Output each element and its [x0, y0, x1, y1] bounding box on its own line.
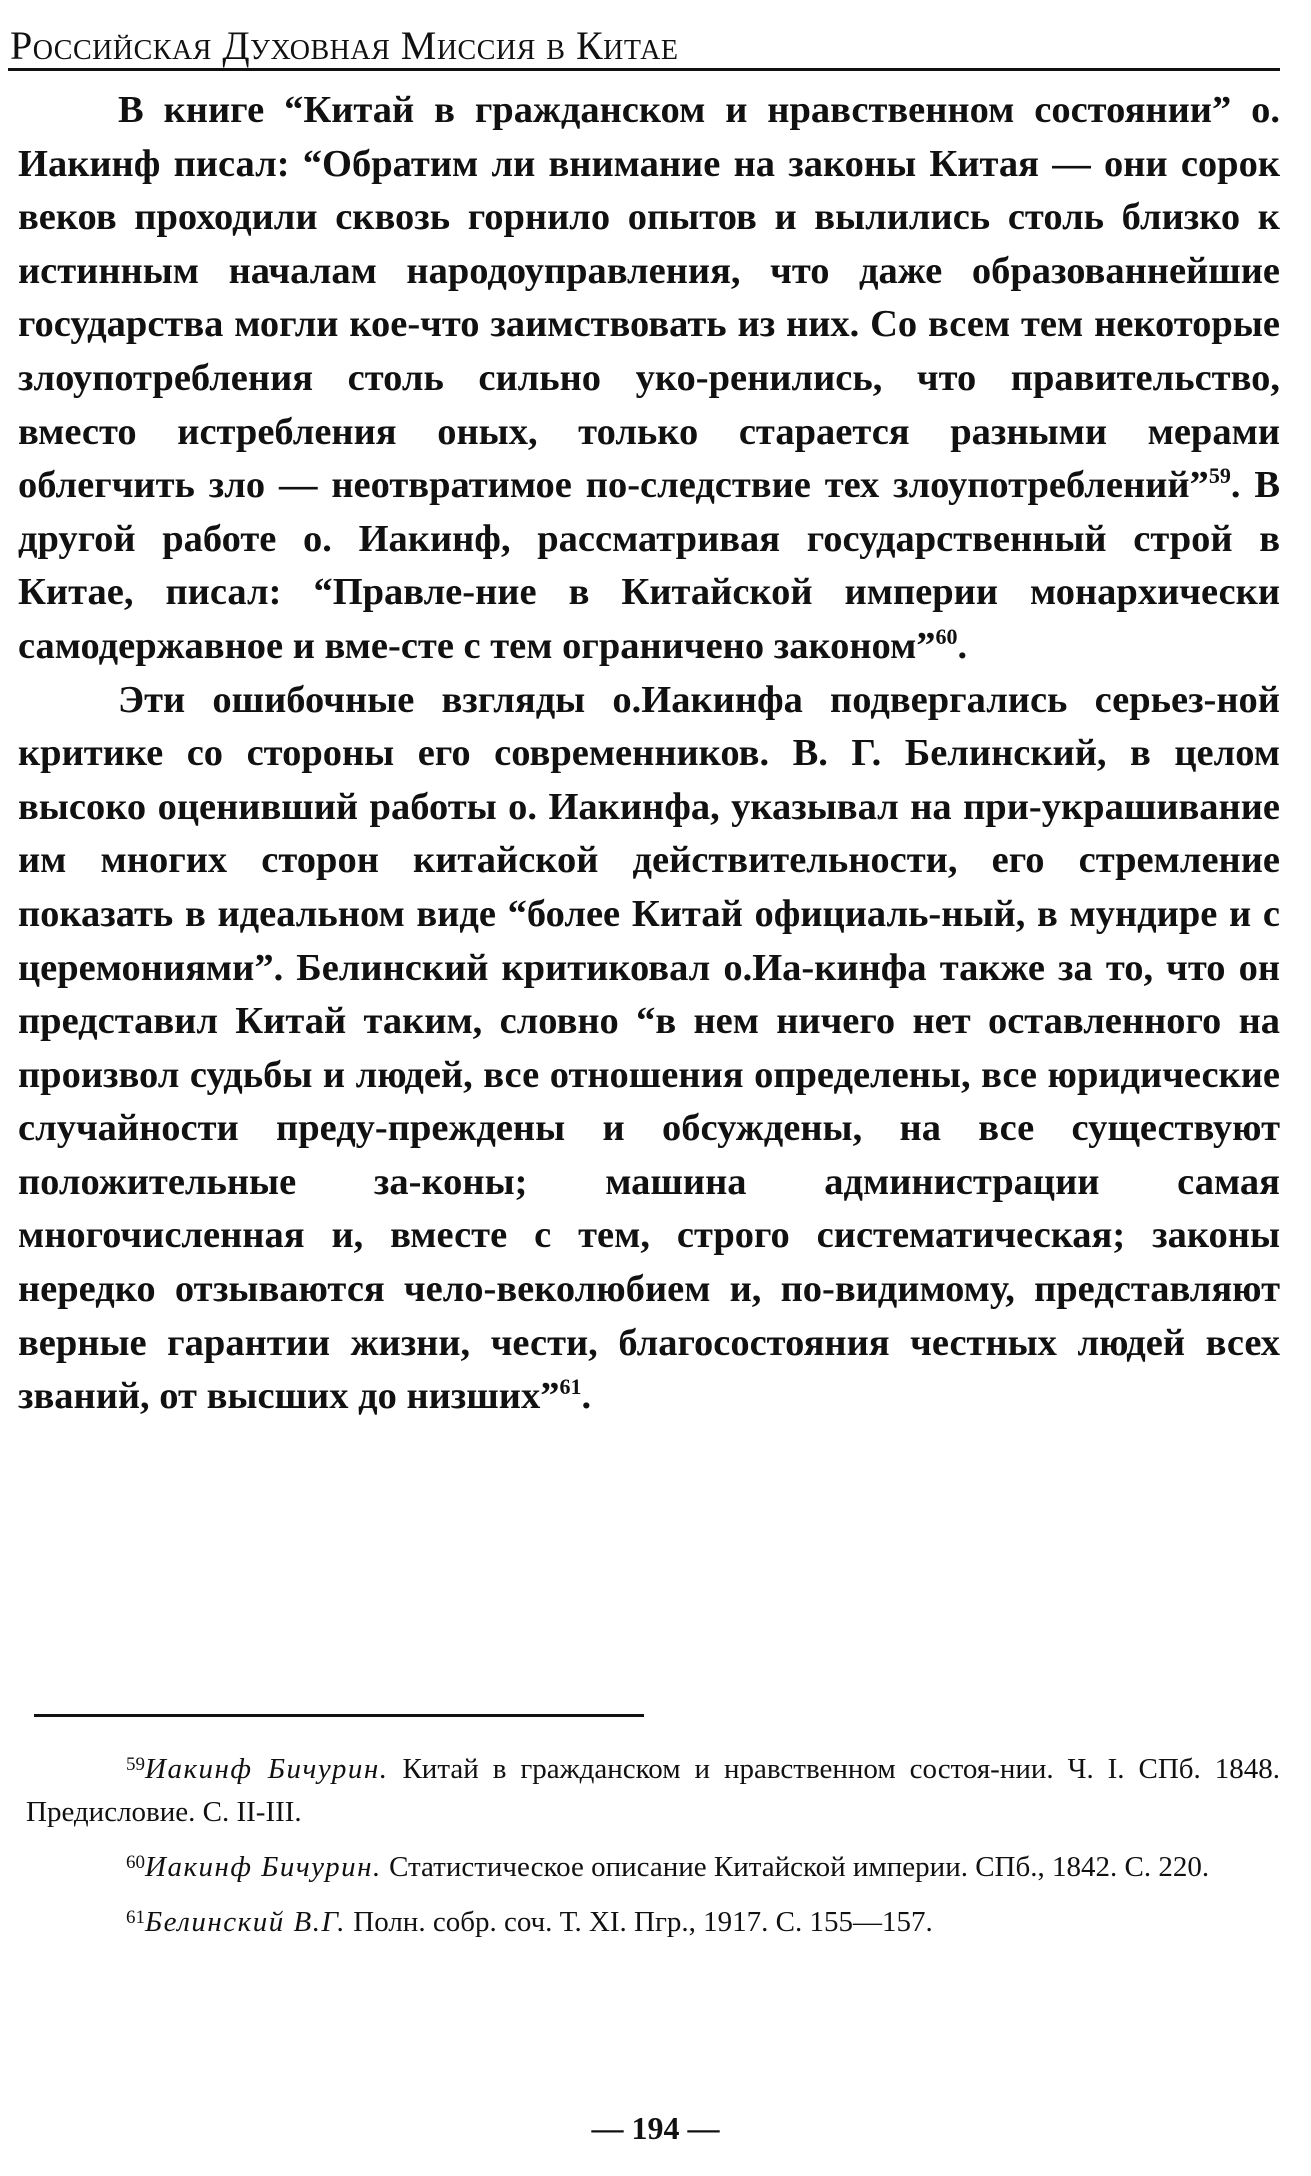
text-line: следствие тех злоупотреблений” [640, 464, 1209, 507]
text-line: рассматривая государственный строй в Китае, писал: “Правле- [18, 517, 1280, 614]
text-line: ный, в мундире и с церемониями”. Белинский критиковал о.Иа- [18, 892, 1280, 989]
footnote-author: Иакинф Бичурин. [145, 1851, 382, 1883]
footnote-ref-60: 60 [935, 623, 958, 649]
footnote-ref-61: 61 [559, 1374, 582, 1400]
footnote-number: 59 [126, 1754, 145, 1775]
footnote-ref-59: 59 [1208, 463, 1231, 489]
text-line: сте с тем ограничено законом” [400, 624, 936, 667]
page-number: — 194 — [591, 2110, 720, 2146]
text-line: преждены и обсуждены, на все существуют положительные за- [18, 1107, 1280, 1203]
footnote [26, 1901, 1280, 1944]
footnote-number: 60 [126, 1852, 145, 1873]
text-line: стремление показать в идеальном виде “более Китай официаль- [18, 839, 1280, 935]
footnote-rule [34, 1714, 644, 1717]
text-line: с тем, строго систематическая; законы нередко отзываются чело- [18, 1214, 1281, 1311]
header-rule [8, 68, 1280, 71]
footnote-number: 61 [126, 1907, 145, 1928]
running-head: Российская Духовная Миссия в Китае [10, 23, 679, 68]
footnote-text: Китай в гражданском и нравственном состоя- [388, 1753, 1000, 1785]
text-line: целом высоко оценивший работы о. Иакинфа, указывал на при- [18, 732, 1280, 828]
footnote-author: Иакинф Бичурин. [145, 1753, 389, 1785]
text-line: нем ничего нет оставленного на произвол судьбы и людей, все [18, 1000, 1280, 1096]
text-line: образованнейшие государства могли кое-что заимствовать из [18, 249, 1281, 346]
footnote-text: Полн. собр. соч. Т. XI. Пгр., 1917. С. 155—157. [346, 1906, 933, 1938]
text-line: . [957, 624, 968, 667]
text-line: . [581, 1375, 592, 1418]
text-line: Эти ошибочные взгляды о.Иакинфа подвергались серьез- [118, 678, 1217, 721]
text-line: они сорок веков проходили сквозь горнило опытов и вылились [18, 142, 1280, 239]
text-line: кинфа также за то, что он представил Китай таким, словно “в [18, 946, 1280, 1043]
text-line: ной критике со стороны его современников. В. Г. Белинский, в [18, 678, 1280, 775]
text-line: о. Иакинф писал: “Обратим ли внимание на законы Китая — [18, 89, 1281, 185]
paragraph [18, 84, 1280, 674]
text-line: них. Со всем тем некоторые злоупотребления столь сильно уко- [18, 303, 1280, 399]
text-line: столь близко к истинным началам народоуправления, что даже [18, 196, 1280, 292]
text-line: коны; машина администрации самая многочисленная и, вместе [18, 1160, 1281, 1257]
text-line: В книге “Китай в гражданском и нравственном состоянии” [118, 89, 1232, 131]
text-line: отношения определены, все юридические случайности преду- [18, 1053, 1281, 1150]
footnotes [26, 1748, 1280, 1956]
text-line: веколюбием и, по-видимому, представляют верные гарантии [18, 1268, 1280, 1364]
paragraph [18, 674, 1280, 1424]
footnote-author: Белинский В.Г. [145, 1906, 347, 1938]
footnote [26, 1846, 1280, 1889]
footnote-text: СПб., 1842. С. 220. [975, 1851, 1210, 1883]
text-line: ние в Китайской империи монархически самодержавное и вме- [18, 571, 1280, 667]
text-line: жизни, чести, благосостояния честных людей всех званий, от [18, 1321, 1280, 1418]
text-line: старается разными мерами облегчить зло — неотвратимое по- [18, 410, 1280, 507]
text-line: украшивание им многих сторон китайской действительности, его [18, 785, 1280, 882]
footnote-text: Статистическое описание Китайской империи. [381, 1851, 968, 1883]
text-line: высших до низших” [206, 1375, 560, 1418]
footnote-text: нии. Ч. I. СПб. 1848. Предисловие. С. II-III. [26, 1753, 1280, 1828]
main-text [18, 84, 1280, 1424]
text-line: ренились, что правительство, вместо истребления оных, только [18, 356, 1280, 453]
text-line: . В другой работе о. Иакинф, [18, 464, 1281, 560]
footnote [26, 1748, 1280, 1834]
